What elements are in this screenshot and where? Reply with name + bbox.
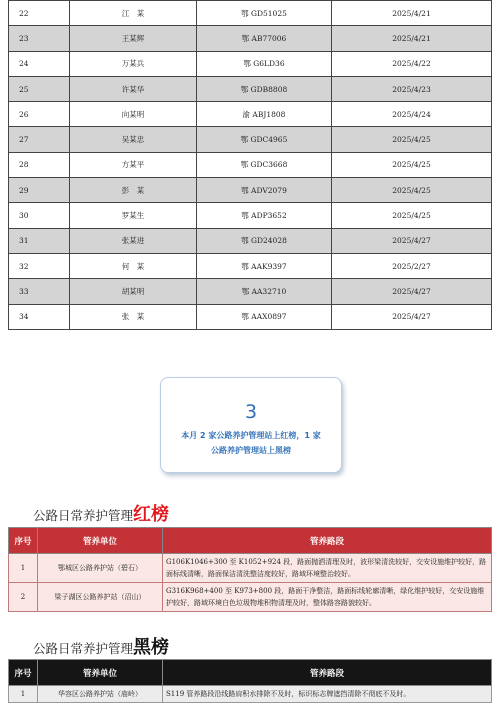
vehicle-owner: 万某兵 [70,51,197,76]
black-list-title-prefix: 公路日常养护管理 [33,641,134,656]
vehicle-owner: 许某华 [70,76,197,101]
vehicle-date: 2025/4/25 [332,152,492,177]
red-header-no: 序号 [9,528,38,554]
vehicle-date: 2025/4/25 [332,203,492,228]
vehicle-date: 2025/4/27 [332,304,492,329]
vehicle-no: 34 [9,304,70,329]
vehicle-no: 28 [9,152,70,177]
vehicle-date: 2025/4/25 [332,178,492,203]
vehicle-date: 2025/4/27 [332,279,492,304]
vehicle-table-body [9,1,492,330]
red-list-title-highlight: 红榜 [133,504,170,525]
black-header-no: 序号 [9,660,38,686]
red-list-title [33,500,169,526]
summary-line-2: 公路养护管理站上黑榜 [211,446,291,455]
summary-number: 3 [244,401,258,423]
black-list-title [33,633,169,659]
vehicle-row [9,127,492,152]
vehicle-row [9,253,492,278]
vehicle-row [9,102,492,127]
vehicle-owner: 向某明 [70,102,197,127]
vehicle-no: 30 [9,203,70,228]
vehicle-row [9,26,492,51]
black-header-unit: 管养单位 [38,660,163,686]
vehicle-row [9,178,492,203]
red-list-road: G316K968+400 至 K973+800 段，路面干净整洁，路面标线轮廓清晰，绿化维护较好，交安设施维护较好，路域环境白色垃圾物堆积物清理及时，整体路容路貌较好。 [163,583,492,612]
vehicle-no: 33 [9,279,70,304]
vehicle-plate: 鄂 GD24028 [197,228,332,253]
vehicle-date: 2025/4/27 [332,228,492,253]
vehicle-date: 2025/4/24 [332,102,492,127]
vehicle-plate: 鄂 GDC4965 [197,127,332,152]
vehicle-row [9,152,492,177]
vehicle-no: 24 [9,51,70,76]
vehicle-row [9,228,492,253]
vehicle-no: 23 [9,26,70,51]
vehicle-plate: 鄂 G6LD36 [197,51,332,76]
vehicle-plate: 鄂 ADV2079 [197,178,332,203]
red-list-unit: 鄂城区公路养护站（碧石） [38,554,163,583]
vehicle-plate: 鄂 GDC3668 [197,152,332,177]
vehicle-row [9,304,492,329]
vehicle-plate: 鄂 GDB8808 [197,76,332,101]
red-list-road: G106K1046+300 至 K1052+924 段，路面抛洒清理及时，波形梁清洗较好，交安设施维护较好，路面标线清晰，路面保洁清洗整洁度较好，路域环境整治较好。 [163,554,492,583]
vehicle-plate: 鄂 AA32710 [197,279,332,304]
vehicle-no: 32 [9,253,70,278]
vehicle-owner: 张某进 [70,228,197,253]
black-list-row [9,686,492,703]
vehicle-owner: 彭 某 [70,178,197,203]
vehicle-row [9,1,492,26]
red-list-row [9,554,492,583]
red-list-no: 1 [9,554,38,583]
vehicle-owner: 王某辉 [70,26,197,51]
summary-card [160,377,342,473]
vehicle-plate: 渝 ABJ1808 [197,102,332,127]
red-header-road: 管养路段 [163,528,492,554]
vehicle-owner: 吴某忠 [70,127,197,152]
summary-text [161,428,341,458]
vehicle-no: 26 [9,102,70,127]
vehicle-plate: 鄂 GD51025 [197,1,332,26]
vehicle-row [9,279,492,304]
vehicle-owner: 胡某明 [70,279,197,304]
vehicle-owner: 何 某 [70,253,197,278]
vehicle-date: 2025/4/25 [332,127,492,152]
vehicle-owner: 张 某 [70,304,197,329]
vehicle-date: 2025/4/21 [332,1,492,26]
red-header-unit: 管养单位 [38,528,163,554]
black-list-no: 1 [9,686,38,703]
red-list-no: 2 [9,583,38,612]
vehicle-owner: 罗某生 [70,203,197,228]
vehicle-plate: 鄂 ADP3652 [197,203,332,228]
red-list-unit: 梁子湖区公路养护站（沼山） [38,583,163,612]
red-list-table [8,527,492,612]
vehicle-date: 2025/4/23 [332,76,492,101]
black-list-road: S119 管养路段沿线路肩积水排除不及时，标识标志牌遮挡清除不彻底不及时。 [163,686,492,703]
vehicle-plate: 鄂 AAK9397 [197,253,332,278]
black-list-unit: 华容区公路养护站（庙岭） [38,686,163,703]
vehicle-plate: 鄂 AAX0897 [197,304,332,329]
black-list-body [9,686,492,703]
vehicle-owner: 方某平 [70,152,197,177]
vehicle-owner: 江 某 [70,1,197,26]
vehicle-no: 22 [9,1,70,26]
vehicle-plate: 鄂 AB77006 [197,26,332,51]
red-list-body [9,554,492,612]
vehicle-table [8,0,492,330]
vehicle-no: 29 [9,178,70,203]
vehicle-no: 25 [9,76,70,101]
summary-line-1: 本月 2 家公路养护管理站上红榜，1 家 [181,431,321,440]
vehicle-date: 2025/2/27 [332,253,492,278]
black-header-road: 管养路段 [163,660,492,686]
red-list-title-prefix: 公路日常养护管理 [33,508,134,523]
red-list-row [9,583,492,612]
vehicle-row [9,76,492,101]
black-list-title-highlight: 黑榜 [133,637,170,658]
vehicle-row [9,203,492,228]
vehicle-no: 31 [9,228,70,253]
black-list-table [8,659,492,703]
vehicle-no: 27 [9,127,70,152]
vehicle-date: 2025/4/21 [332,26,492,51]
vehicle-row [9,51,492,76]
vehicle-date: 2025/4/22 [332,51,492,76]
